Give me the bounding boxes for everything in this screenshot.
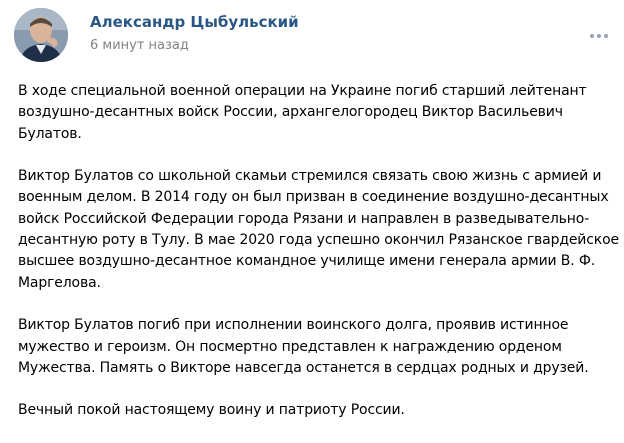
- post-text: [18, 81, 618, 443]
- text-line: Маргелова.: [18, 274, 101, 291]
- post-paragraph: [18, 400, 618, 421]
- author-avatar[interactable]: [14, 8, 68, 62]
- text-line: Виктор Булатов погиб при исполнении воинского долга, проявив истинное: [18, 317, 569, 334]
- avatar-photo: [14, 8, 68, 62]
- text-line: мужество и героизм. Он посмертно представлен к награждению орденом: [18, 338, 562, 355]
- text-line: В ходе специальной военной операции на Украине погиб старший лейтенант: [18, 83, 587, 99]
- text-line: войск Российской Федерации города Рязани и направлен в разведывательно-: [18, 210, 590, 227]
- text-line: Булатов.: [18, 125, 82, 142]
- more-dots-icon[interactable]: [588, 28, 610, 42]
- author-name-link[interactable]: Александр Цыбульский: [90, 13, 299, 31]
- text-line: высшее воздушно-десантное командное училище имени генерала армии В. Ф.: [18, 253, 596, 270]
- post-paragraph: [18, 81, 618, 145]
- post-paragraph: [18, 166, 618, 294]
- text-line: Виктор Булатов со школьной скамьи стремился связать свою жизнь с армией и: [18, 168, 602, 185]
- text-line: воздушно-десантных войск России, архангелогородец Виктор Васильевич: [18, 104, 563, 121]
- post-timestamp[interactable]: 6 минут назад: [90, 38, 189, 53]
- post-paragraph: [18, 315, 618, 379]
- text-line: десантную роту в Тулу. В мае 2020 года успешно окончил Рязанское гвардейское: [18, 232, 619, 249]
- text-line: Вечный покой настоящему воину и патриоту России.: [18, 402, 405, 419]
- text-line: Мужества. Память о Викторе навсегда останется в сердцах родных и друзей.: [18, 359, 589, 376]
- text-line: военным делом. В 2014 году он был призван в соединение воздушно-десантных: [18, 189, 609, 206]
